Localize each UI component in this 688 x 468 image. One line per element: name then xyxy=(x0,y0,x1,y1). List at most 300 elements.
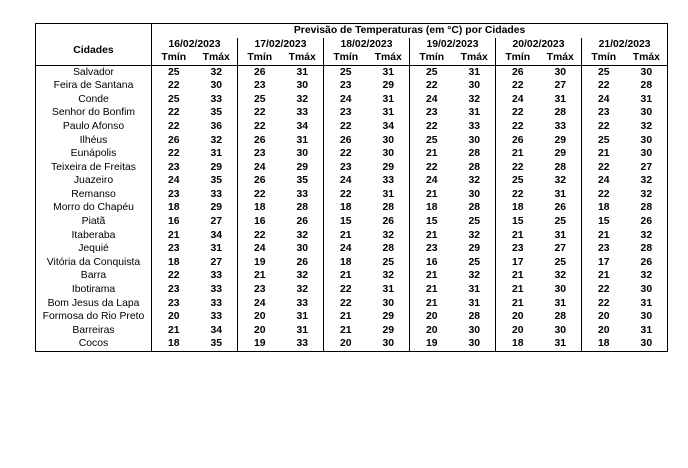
tmin-value: 25 xyxy=(410,65,454,79)
tmin-value: 22 xyxy=(496,79,540,93)
tmin-value: 22 xyxy=(238,120,282,134)
tmin-value: 26 xyxy=(324,133,368,147)
tmin-value: 25 xyxy=(582,133,626,147)
tmax-value: 31 xyxy=(382,66,395,78)
tmin-value: 23 xyxy=(324,161,368,175)
tmin-value: 21 xyxy=(167,229,180,241)
tmin-value: 22 xyxy=(496,188,540,202)
tmin-value: 17 xyxy=(496,256,540,270)
tmax-value: 30 xyxy=(296,80,309,92)
tmin-value: 22 xyxy=(582,297,626,311)
tmax-value: 29 xyxy=(382,161,395,173)
tmax-value: 26 xyxy=(296,216,309,228)
tmin-value: 22 xyxy=(410,79,454,93)
tmin-value: 23 xyxy=(582,242,626,256)
tmax-value: 35 xyxy=(210,175,223,187)
tmax-value: 34 xyxy=(210,229,223,241)
tmax-value: 33 xyxy=(554,120,567,132)
tmax-value: 33 xyxy=(382,175,395,187)
tmin-value: 16 xyxy=(238,215,282,229)
tmin-value: 24 xyxy=(410,93,454,107)
tmax-value: 35 xyxy=(210,338,223,350)
table-row xyxy=(36,310,668,324)
tmax-value: 31 xyxy=(468,66,481,78)
tmin-value: 20 xyxy=(582,310,626,324)
tmax-value: 31 xyxy=(554,229,567,241)
tmin-value: 22 xyxy=(167,80,180,92)
tmin-value: 23 xyxy=(324,79,368,93)
tmax-value: 33 xyxy=(296,338,309,350)
tmax-value: 30 xyxy=(296,148,309,160)
tmax-value: 32 xyxy=(468,229,481,241)
tmin-value: 26 xyxy=(496,65,540,79)
tmax-value: 31 xyxy=(210,148,223,160)
tmin-value: 22 xyxy=(324,188,368,202)
tmax-value: 25 xyxy=(382,256,395,268)
table-row xyxy=(36,133,668,147)
table-row xyxy=(36,188,668,202)
tmax-value: 32 xyxy=(640,270,653,282)
tmax-value: 31 xyxy=(382,284,395,296)
temperature-forecast-table xyxy=(35,23,668,352)
tmax-value: 32 xyxy=(640,229,653,241)
tmax-value: 30 xyxy=(640,107,653,119)
tmin-value: 21 xyxy=(582,229,626,243)
tmin-value: 20 xyxy=(496,310,540,324)
tmax-value: 31 xyxy=(640,297,653,309)
tmax-value: 28 xyxy=(554,107,567,119)
tmin-value: 20 xyxy=(238,324,282,338)
table-row xyxy=(36,79,668,93)
tmax-value: 32 xyxy=(640,188,653,200)
tmin-value: 21 xyxy=(582,147,626,161)
tmin-value: 16 xyxy=(167,216,180,228)
tmin-value: 20 xyxy=(496,324,540,338)
tmin-value: 22 xyxy=(410,120,454,134)
city-name: Ilhéus xyxy=(36,133,152,147)
tmin-value: 25 xyxy=(582,65,626,79)
tmax-value: 32 xyxy=(296,93,309,105)
tmax-header: Tmáx xyxy=(626,51,668,65)
tmax-value: 33 xyxy=(296,297,309,309)
tmin-value: 24 xyxy=(582,93,626,107)
tmax-value: 30 xyxy=(210,80,223,92)
table-row xyxy=(36,65,668,79)
tmin-value: 25 xyxy=(324,65,368,79)
tmax-value: 25 xyxy=(468,256,481,268)
tmax-value: 31 xyxy=(296,134,309,146)
table-row xyxy=(36,324,668,338)
tmin-value: 23 xyxy=(238,283,282,297)
tmax-header: Tmáx xyxy=(282,51,324,65)
tmax-value: 33 xyxy=(210,188,223,200)
table-row xyxy=(36,215,668,229)
tmax-value: 26 xyxy=(640,256,653,268)
table-row xyxy=(36,242,668,256)
tmin-value: 26 xyxy=(238,174,282,188)
tmin-value: 26 xyxy=(238,65,282,79)
tmax-value: 31 xyxy=(468,284,481,296)
tmin-value: 21 xyxy=(410,283,454,297)
tmin-value: 24 xyxy=(167,175,180,187)
tmin-value: 24 xyxy=(410,174,454,188)
table-row xyxy=(36,269,668,283)
tmax-value: 27 xyxy=(554,80,567,92)
tmin-value: 21 xyxy=(238,269,282,283)
city-name: Senhor do Bonfim xyxy=(36,106,152,120)
table-row xyxy=(36,174,668,188)
city-name: Juazeiro xyxy=(36,174,152,188)
tmin-value: 24 xyxy=(324,174,368,188)
tmin-value: 24 xyxy=(324,93,368,107)
tmin-value: 22 xyxy=(167,270,180,282)
tmax-value: 32 xyxy=(296,229,309,241)
tmin-value: 23 xyxy=(324,106,368,120)
tmin-value: 20 xyxy=(324,337,368,351)
tmax-value: 26 xyxy=(640,216,653,228)
tmax-value: 27 xyxy=(210,256,223,268)
date-header: 20/02/2023 xyxy=(496,38,582,52)
tmin-value: 23 xyxy=(167,161,180,173)
table-row xyxy=(36,147,668,161)
tmin-value: 18 xyxy=(167,256,180,268)
tmax-value: 32 xyxy=(210,134,223,146)
tmax-value: 30 xyxy=(468,188,481,200)
tmax-value: 30 xyxy=(640,311,653,323)
tmax-value: 31 xyxy=(468,297,481,309)
tmax-value: 30 xyxy=(554,66,567,78)
tmax-value: 32 xyxy=(468,270,481,282)
tmax-value: 34 xyxy=(382,120,395,132)
tmin-value: 21 xyxy=(410,229,454,243)
tmin-value: 22 xyxy=(582,79,626,93)
table-row xyxy=(36,229,668,243)
tmax-value: 29 xyxy=(382,311,395,323)
tmax-value: 31 xyxy=(554,93,567,105)
tmax-value: 30 xyxy=(640,148,653,160)
tmax-value: 32 xyxy=(554,175,567,187)
tmax-value: 28 xyxy=(554,161,567,173)
tmax-value: 29 xyxy=(210,202,223,214)
city-name: Jequié xyxy=(36,242,152,256)
tmin-value: 23 xyxy=(238,79,282,93)
tmax-value: 31 xyxy=(382,93,395,105)
tmax-value: 32 xyxy=(296,284,309,296)
tmin-value: 22 xyxy=(167,107,180,119)
tmax-value: 29 xyxy=(468,243,481,255)
table-row xyxy=(36,297,668,311)
city-name: Cocos xyxy=(36,337,152,351)
tmax-value: 30 xyxy=(382,297,395,309)
city-name: Formosa do Rio Preto xyxy=(36,310,152,324)
city-name: Itaberaba xyxy=(36,229,152,243)
tmax-value: 32 xyxy=(296,270,309,282)
tmin-value: 15 xyxy=(410,215,454,229)
tmin-value: 26 xyxy=(496,133,540,147)
tmax-value: 33 xyxy=(210,93,223,105)
tmin-value: 23 xyxy=(167,243,180,255)
tmax-value: 30 xyxy=(554,324,567,336)
tmin-value: 21 xyxy=(410,147,454,161)
tmax-value: 31 xyxy=(554,297,567,309)
tmin-value: 23 xyxy=(410,242,454,256)
tmax-value: 35 xyxy=(210,107,223,119)
tmax-value: 28 xyxy=(640,80,653,92)
tmin-value: 21 xyxy=(496,147,540,161)
tmax-value: 26 xyxy=(382,216,395,228)
tmax-value: 33 xyxy=(468,120,481,132)
tmax-value: 33 xyxy=(210,297,223,309)
tmax-value: 33 xyxy=(210,284,223,296)
tmax-value: 31 xyxy=(296,66,309,78)
tmin-value: 21 xyxy=(496,269,540,283)
tmin-value: 21 xyxy=(496,283,540,297)
tmax-value: 31 xyxy=(382,188,395,200)
tmin-value: 15 xyxy=(324,215,368,229)
tmax-value: 32 xyxy=(382,270,395,282)
tmax-value: 33 xyxy=(210,270,223,282)
tmin-value: 22 xyxy=(582,283,626,297)
tmin-value: 22 xyxy=(410,161,454,175)
tmax-value: 28 xyxy=(468,161,481,173)
tmax-value: 30 xyxy=(468,134,481,146)
tmax-value: 30 xyxy=(468,324,481,336)
tmin-value: 20 xyxy=(582,324,626,338)
city-name: Eunápolis xyxy=(36,147,152,161)
tmin-value: 21 xyxy=(582,269,626,283)
city-name: Ibotirama xyxy=(36,283,152,297)
tmax-value: 32 xyxy=(210,66,223,78)
tmax-header: Tmáx xyxy=(454,51,496,65)
tmin-value: 23 xyxy=(167,284,180,296)
tmax-value: 30 xyxy=(640,338,653,350)
city-name: Feira de Santana xyxy=(36,79,152,93)
tmin-value: 22 xyxy=(582,188,626,202)
tmin-header: Tmín xyxy=(410,51,454,65)
date-header: 21/02/2023 xyxy=(582,38,668,52)
tmax-value: 26 xyxy=(554,202,567,214)
tmin-value: 22 xyxy=(324,147,368,161)
tmax-value: 29 xyxy=(210,161,223,173)
tmax-value: 32 xyxy=(468,175,481,187)
tmin-value: 22 xyxy=(582,120,626,134)
city-name: Morro do Chapéu xyxy=(36,201,152,215)
tmin-value: 18 xyxy=(410,201,454,215)
tmax-value: 30 xyxy=(382,148,395,160)
tmin-value: 21 xyxy=(324,310,368,324)
tmin-value: 22 xyxy=(496,106,540,120)
city-name: Vitória da Conquista xyxy=(36,256,152,270)
tmax-header: Tmáx xyxy=(368,51,410,65)
tmax-value: 28 xyxy=(468,202,481,214)
tmax-value: 36 xyxy=(210,120,223,132)
table-row xyxy=(36,120,668,134)
tmin-header: Tmín xyxy=(582,51,626,65)
tmax-value: 27 xyxy=(554,243,567,255)
tmin-header: Tmín xyxy=(324,51,368,65)
tmin-value: 26 xyxy=(238,133,282,147)
city-name: Bom Jesus da Lapa xyxy=(36,297,152,311)
tmax-value: 30 xyxy=(382,338,395,350)
tmax-value: 30 xyxy=(640,134,653,146)
tmin-value: 25 xyxy=(167,93,180,105)
date-header: 18/02/2023 xyxy=(324,38,410,52)
tmax-value: 31 xyxy=(640,93,653,105)
tmax-value: 25 xyxy=(468,216,481,228)
forecast-table-container xyxy=(35,23,667,352)
city-name: Piatã xyxy=(36,215,152,229)
tmin-value: 25 xyxy=(238,93,282,107)
city-name: Barreiras xyxy=(36,324,152,338)
tmin-value: 22 xyxy=(496,161,540,175)
city-name: Paulo Afonso xyxy=(36,120,152,134)
table-row xyxy=(36,106,668,120)
tmax-value: 30 xyxy=(554,284,567,296)
tmax-value: 28 xyxy=(640,202,653,214)
table-row xyxy=(36,161,668,175)
tmin-value: 22 xyxy=(324,283,368,297)
tmax-value: 31 xyxy=(468,107,481,119)
tmax-value: 34 xyxy=(296,120,309,132)
tmax-value: 30 xyxy=(640,66,653,78)
tmax-value: 34 xyxy=(210,324,223,336)
table-row xyxy=(36,201,668,215)
city-name: Salvador xyxy=(36,65,152,79)
tmin-value: 18 xyxy=(324,201,368,215)
tmin-value: 19 xyxy=(238,256,282,270)
city-name: Teixeira de Freitas xyxy=(36,161,152,175)
tmax-value: 29 xyxy=(382,324,395,336)
tmin-value: 22 xyxy=(324,120,368,134)
tmin-value: 18 xyxy=(167,202,180,214)
tmax-value: 29 xyxy=(382,80,395,92)
tmin-value: 23 xyxy=(167,188,180,200)
tmax-value: 28 xyxy=(468,311,481,323)
tmin-value: 18 xyxy=(582,201,626,215)
tmin-value: 20 xyxy=(410,310,454,324)
tmin-header: Tmín xyxy=(152,51,196,65)
table-row xyxy=(36,337,668,351)
tmin-value: 18 xyxy=(496,201,540,215)
tmin-value: 19 xyxy=(238,337,282,351)
tmax-value: 35 xyxy=(296,175,309,187)
tmin-header: Tmín xyxy=(496,51,540,65)
tmax-value: 32 xyxy=(640,175,653,187)
tmax-value: 31 xyxy=(554,188,567,200)
tmin-value: 22 xyxy=(238,188,282,202)
tmin-value: 25 xyxy=(167,66,180,78)
tmax-value: 32 xyxy=(554,270,567,282)
tmax-value: 30 xyxy=(468,80,481,92)
tmin-value: 21 xyxy=(324,324,368,338)
date-header: 17/02/2023 xyxy=(238,38,324,52)
tmin-value: 21 xyxy=(167,324,180,336)
tmin-value: 15 xyxy=(496,215,540,229)
tmax-value: 31 xyxy=(210,243,223,255)
city-name: Remanso xyxy=(36,188,152,202)
tmin-value: 21 xyxy=(410,188,454,202)
tmin-value: 21 xyxy=(496,229,540,243)
tmax-value: 28 xyxy=(468,148,481,160)
cities-column-header: Cidades xyxy=(36,38,152,66)
tmin-value: 21 xyxy=(324,269,368,283)
table-title: Previsão de Temperaturas (em °C) por Cidades xyxy=(293,25,526,36)
tmin-value: 25 xyxy=(410,133,454,147)
tmax-value: 32 xyxy=(640,120,653,132)
tmax-value: 31 xyxy=(296,324,309,336)
tmax-value: 30 xyxy=(640,284,653,296)
tmin-value: 21 xyxy=(496,297,540,311)
tmax-value: 33 xyxy=(296,188,309,200)
tmin-value: 23 xyxy=(582,106,626,120)
tmin-value: 23 xyxy=(496,242,540,256)
tmax-value: 30 xyxy=(296,243,309,255)
table-row xyxy=(36,256,668,270)
tmin-value: 19 xyxy=(410,337,454,351)
tmin-value: 21 xyxy=(410,297,454,311)
tmax-header: Tmáx xyxy=(196,51,238,65)
tmin-value: 22 xyxy=(496,120,540,134)
tmin-value: 26 xyxy=(167,134,180,146)
tmax-value: 33 xyxy=(296,107,309,119)
city-name: Barra xyxy=(36,269,152,283)
city-name: Conde xyxy=(36,93,152,107)
table-row xyxy=(36,283,668,297)
tmax-header: Tmáx xyxy=(540,51,582,65)
tmin-value: 22 xyxy=(324,297,368,311)
tmin-value: 18 xyxy=(324,256,368,270)
tmin-value: 24 xyxy=(238,242,282,256)
tmax-value: 31 xyxy=(296,311,309,323)
tmin-value: 18 xyxy=(238,201,282,215)
tmin-value: 20 xyxy=(238,310,282,324)
tmax-value: 25 xyxy=(554,256,567,268)
tmin-value: 21 xyxy=(324,229,368,243)
tmax-value: 31 xyxy=(554,338,567,350)
tmax-value: 30 xyxy=(468,338,481,350)
tmax-value: 33 xyxy=(210,311,223,323)
tmax-value: 30 xyxy=(382,134,395,146)
tmin-value: 18 xyxy=(167,338,180,350)
tmin-value: 22 xyxy=(167,148,180,160)
tmin-value: 22 xyxy=(167,120,180,132)
cities-header-spacer xyxy=(36,24,152,38)
tmin-value: 23 xyxy=(410,106,454,120)
tmax-value: 27 xyxy=(640,161,653,173)
tmax-value: 28 xyxy=(554,311,567,323)
tmax-value: 32 xyxy=(382,229,395,241)
tmin-value: 23 xyxy=(167,297,180,309)
tmax-value: 32 xyxy=(468,93,481,105)
tmin-value: 25 xyxy=(496,174,540,188)
tmax-value: 31 xyxy=(382,107,395,119)
tmin-value: 16 xyxy=(410,256,454,270)
tmin-value: 22 xyxy=(582,161,626,175)
tmin-value: 18 xyxy=(582,337,626,351)
tmin-value: 24 xyxy=(238,161,282,175)
date-header: 19/02/2023 xyxy=(410,38,496,52)
tmax-value: 29 xyxy=(554,148,567,160)
tmin-value: 24 xyxy=(582,174,626,188)
tmin-value: 21 xyxy=(410,269,454,283)
tmax-value: 31 xyxy=(640,324,653,336)
tmax-value: 28 xyxy=(296,202,309,214)
date-header: 16/02/2023 xyxy=(168,38,221,50)
tmin-value: 20 xyxy=(167,311,180,323)
tmin-value: 22 xyxy=(238,229,282,243)
tmin-value: 24 xyxy=(324,242,368,256)
tmax-value: 25 xyxy=(554,216,567,228)
